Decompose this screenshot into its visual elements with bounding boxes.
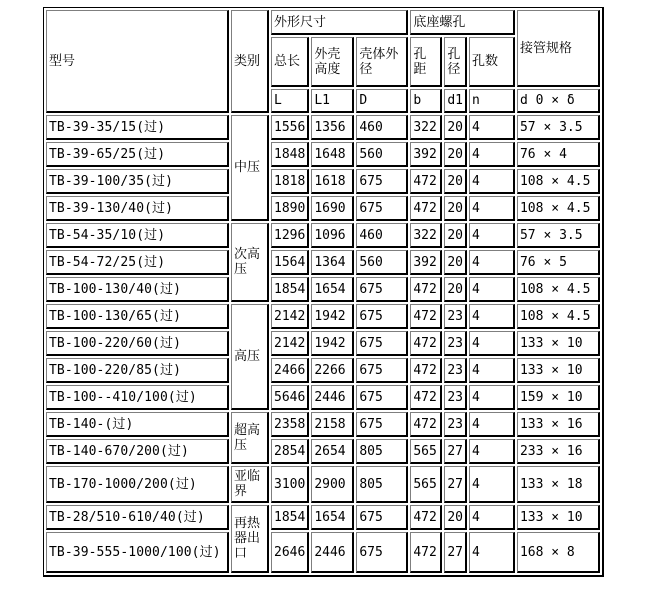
hole-count-cell: 4: [469, 304, 515, 329]
table-row: [46, 466, 600, 503]
hole-count-cell: 4: [469, 196, 515, 221]
hole-diameter-cell: 20: [444, 196, 467, 221]
model-cell: TB-170-1000/200(过): [46, 466, 229, 503]
header-outer-dims: 外形尺寸: [271, 10, 408, 35]
diameter-cell: 675: [356, 304, 408, 329]
hole-spacing-cell: 472: [410, 532, 442, 573]
length-cell: 1296: [271, 223, 309, 248]
category-cell: 中压: [231, 115, 269, 221]
shell-height-cell: 1654: [311, 505, 354, 530]
hole-count-cell: 4: [469, 250, 515, 275]
pipe-cell: 76 × 5: [517, 250, 600, 275]
diameter-cell: 805: [356, 439, 408, 464]
pipe-cell: 108 × 4.5: [517, 277, 600, 302]
shell-height-cell: 2158: [311, 412, 354, 437]
symbol-b: b: [410, 89, 442, 113]
hole-diameter-cell: 23: [444, 304, 467, 329]
length-cell: 3100: [271, 466, 309, 503]
model-cell: TB-39-555-1000/100(过): [46, 532, 229, 573]
hole-count-cell: 4: [469, 115, 515, 140]
header-model: 型号: [46, 10, 229, 113]
hole-spacing-cell: 472: [410, 304, 442, 329]
model-cell: TB-100-130/65(过): [46, 304, 229, 329]
model-cell: TB-100-220/85(过): [46, 358, 229, 383]
hole-diameter-cell: 23: [444, 412, 467, 437]
model-cell: TB-39-100/35(过): [46, 169, 229, 194]
shell-height-cell: 2446: [311, 385, 354, 410]
symbol-L: L: [271, 89, 309, 113]
pipe-cell: 233 × 16: [517, 439, 600, 464]
diameter-cell: 675: [356, 358, 408, 383]
hole-count-cell: 4: [469, 277, 515, 302]
shell-height-cell: 1356: [311, 115, 354, 140]
category-cell: 再热器出口: [231, 505, 269, 573]
pipe-cell: 57 × 3.5: [517, 115, 600, 140]
pipe-cell: 133 × 10: [517, 331, 600, 356]
hole-count-cell: 4: [469, 505, 515, 530]
shell-height-cell: 1690: [311, 196, 354, 221]
hole-spacing-cell: 392: [410, 142, 442, 167]
pipe-cell: 133 × 10: [517, 358, 600, 383]
diameter-cell: 675: [356, 532, 408, 573]
length-cell: 1890: [271, 196, 309, 221]
hole-spacing-cell: 472: [410, 277, 442, 302]
table-row: [46, 169, 600, 194]
spec-table: [43, 7, 604, 577]
diameter-cell: 560: [356, 142, 408, 167]
hole-spacing-cell: 565: [410, 439, 442, 464]
symbol-n: n: [469, 89, 515, 113]
header-base-holes: 底座螺孔: [410, 10, 515, 35]
length-cell: 1818: [271, 169, 309, 194]
shell-height-cell: 2266: [311, 358, 354, 383]
header-total-length: 总长: [271, 37, 309, 87]
category-cell: 超高压: [231, 412, 269, 464]
diameter-cell: 460: [356, 223, 408, 248]
hole-count-cell: 4: [469, 169, 515, 194]
table-row: [46, 412, 600, 437]
model-cell: TB-140-670/200(过): [46, 439, 229, 464]
hole-diameter-cell: 27: [444, 532, 467, 573]
header-shell-height: 外壳高度: [311, 37, 354, 87]
diameter-cell: 675: [356, 331, 408, 356]
hole-count-cell: 4: [469, 439, 515, 464]
hole-spacing-cell: 392: [410, 250, 442, 275]
diameter-cell: 460: [356, 115, 408, 140]
diameter-cell: 675: [356, 412, 408, 437]
model-cell: TB-28/510-610/40(过): [46, 505, 229, 530]
category-cell: 亚临界: [231, 466, 269, 503]
table-row: [46, 277, 600, 302]
symbol-L1: L1: [311, 89, 354, 113]
hole-count-cell: 4: [469, 223, 515, 248]
table-row: [46, 331, 600, 356]
pipe-cell: 76 × 4: [517, 142, 600, 167]
length-cell: 2854: [271, 439, 309, 464]
hole-diameter-cell: 20: [444, 169, 467, 194]
header-hole-spacing: 孔距: [410, 37, 442, 87]
hole-diameter-cell: 20: [444, 277, 467, 302]
pipe-cell: 57 × 3.5: [517, 223, 600, 248]
hole-spacing-cell: 322: [410, 223, 442, 248]
hole-diameter-cell: 20: [444, 250, 467, 275]
length-cell: 2142: [271, 304, 309, 329]
hole-diameter-cell: 27: [444, 439, 467, 464]
diameter-cell: 675: [356, 385, 408, 410]
pipe-cell: 108 × 4.5: [517, 196, 600, 221]
length-cell: 1854: [271, 277, 309, 302]
diameter-cell: 675: [356, 277, 408, 302]
length-cell: 2466: [271, 358, 309, 383]
length-cell: 2646: [271, 532, 309, 573]
hole-diameter-cell: 23: [444, 358, 467, 383]
length-cell: 1854: [271, 505, 309, 530]
hole-spacing-cell: 472: [410, 196, 442, 221]
length-cell: 1564: [271, 250, 309, 275]
table-row: [46, 358, 600, 383]
diameter-cell: 675: [356, 196, 408, 221]
hole-count-cell: 4: [469, 331, 515, 356]
shell-height-cell: 1942: [311, 331, 354, 356]
hole-diameter-cell: 23: [444, 331, 467, 356]
diameter-cell: 675: [356, 169, 408, 194]
shell-height-cell: 2654: [311, 439, 354, 464]
table-row: [46, 385, 600, 410]
category-cell: 高压: [231, 304, 269, 410]
length-cell: 2142: [271, 331, 309, 356]
hole-diameter-cell: 20: [444, 142, 467, 167]
table-row: [46, 304, 600, 329]
hole-count-cell: 4: [469, 142, 515, 167]
table-row: [46, 505, 600, 530]
table-row: [46, 439, 600, 464]
hole-spacing-cell: 565: [410, 466, 442, 503]
hole-spacing-cell: 472: [410, 331, 442, 356]
diameter-cell: 805: [356, 466, 408, 503]
header-hole-diameter: 孔径: [444, 37, 467, 87]
hole-diameter-cell: 20: [444, 223, 467, 248]
shell-height-cell: 2900: [311, 466, 354, 503]
header-hole-count: 孔数: [469, 37, 515, 87]
hole-count-cell: 4: [469, 385, 515, 410]
pipe-cell: 133 × 16: [517, 412, 600, 437]
hole-spacing-cell: 472: [410, 358, 442, 383]
table-row: [46, 223, 600, 248]
hole-spacing-cell: 472: [410, 169, 442, 194]
header-shell-diameter: 壳体外径: [356, 37, 408, 87]
length-cell: 5646: [271, 385, 309, 410]
table-row: [46, 532, 600, 573]
symbol-D: D: [356, 89, 408, 113]
shell-height-cell: 1096: [311, 223, 354, 248]
hole-diameter-cell: 27: [444, 466, 467, 503]
hole-count-cell: 4: [469, 532, 515, 573]
table-row: [46, 196, 600, 221]
hole-count-cell: 4: [469, 412, 515, 437]
table-row: [46, 115, 600, 140]
pipe-cell: 159 × 10: [517, 385, 600, 410]
hole-diameter-cell: 23: [444, 385, 467, 410]
model-cell: TB-39-130/40(过): [46, 196, 229, 221]
pipe-cell: 108 × 4.5: [517, 169, 600, 194]
table-row: [46, 250, 600, 275]
shell-height-cell: 1648: [311, 142, 354, 167]
diameter-cell: 560: [356, 250, 408, 275]
length-cell: 1556: [271, 115, 309, 140]
model-cell: TB-100--410/100(过): [46, 385, 229, 410]
diameter-cell: 675: [356, 505, 408, 530]
hole-count-cell: 4: [469, 466, 515, 503]
hole-spacing-cell: 472: [410, 505, 442, 530]
model-cell: TB-100-220/60(过): [46, 331, 229, 356]
model-cell: TB-54-35/10(过): [46, 223, 229, 248]
shell-height-cell: 1618: [311, 169, 354, 194]
hole-count-cell: 4: [469, 358, 515, 383]
header-category: 类别: [231, 10, 269, 113]
length-cell: 1848: [271, 142, 309, 167]
table-row: [46, 142, 600, 167]
shell-height-cell: 1942: [311, 304, 354, 329]
pipe-cell: 108 × 4.5: [517, 304, 600, 329]
model-cell: TB-39-65/25(过): [46, 142, 229, 167]
model-cell: TB-100-130/40(过): [46, 277, 229, 302]
pipe-cell: 168 × 8: [517, 532, 600, 573]
model-cell: TB-39-35/15(过): [46, 115, 229, 140]
pipe-cell: 133 × 18: [517, 466, 600, 503]
header-pipe-spec: 接管规格: [517, 10, 600, 87]
shell-height-cell: 1654: [311, 277, 354, 302]
model-cell: TB-54-72/25(过): [46, 250, 229, 275]
pipe-cell: 133 × 10: [517, 505, 600, 530]
category-cell: 次高压: [231, 223, 269, 302]
hole-spacing-cell: 472: [410, 412, 442, 437]
model-cell: TB-140-(过): [46, 412, 229, 437]
symbol-d1: d1: [444, 89, 467, 113]
hole-diameter-cell: 20: [444, 505, 467, 530]
shell-height-cell: 2446: [311, 532, 354, 573]
shell-height-cell: 1364: [311, 250, 354, 275]
length-cell: 2358: [271, 412, 309, 437]
hole-spacing-cell: 322: [410, 115, 442, 140]
symbol-pipe: d 0 × δ: [517, 89, 600, 113]
hole-diameter-cell: 20: [444, 115, 467, 140]
hole-spacing-cell: 472: [410, 385, 442, 410]
